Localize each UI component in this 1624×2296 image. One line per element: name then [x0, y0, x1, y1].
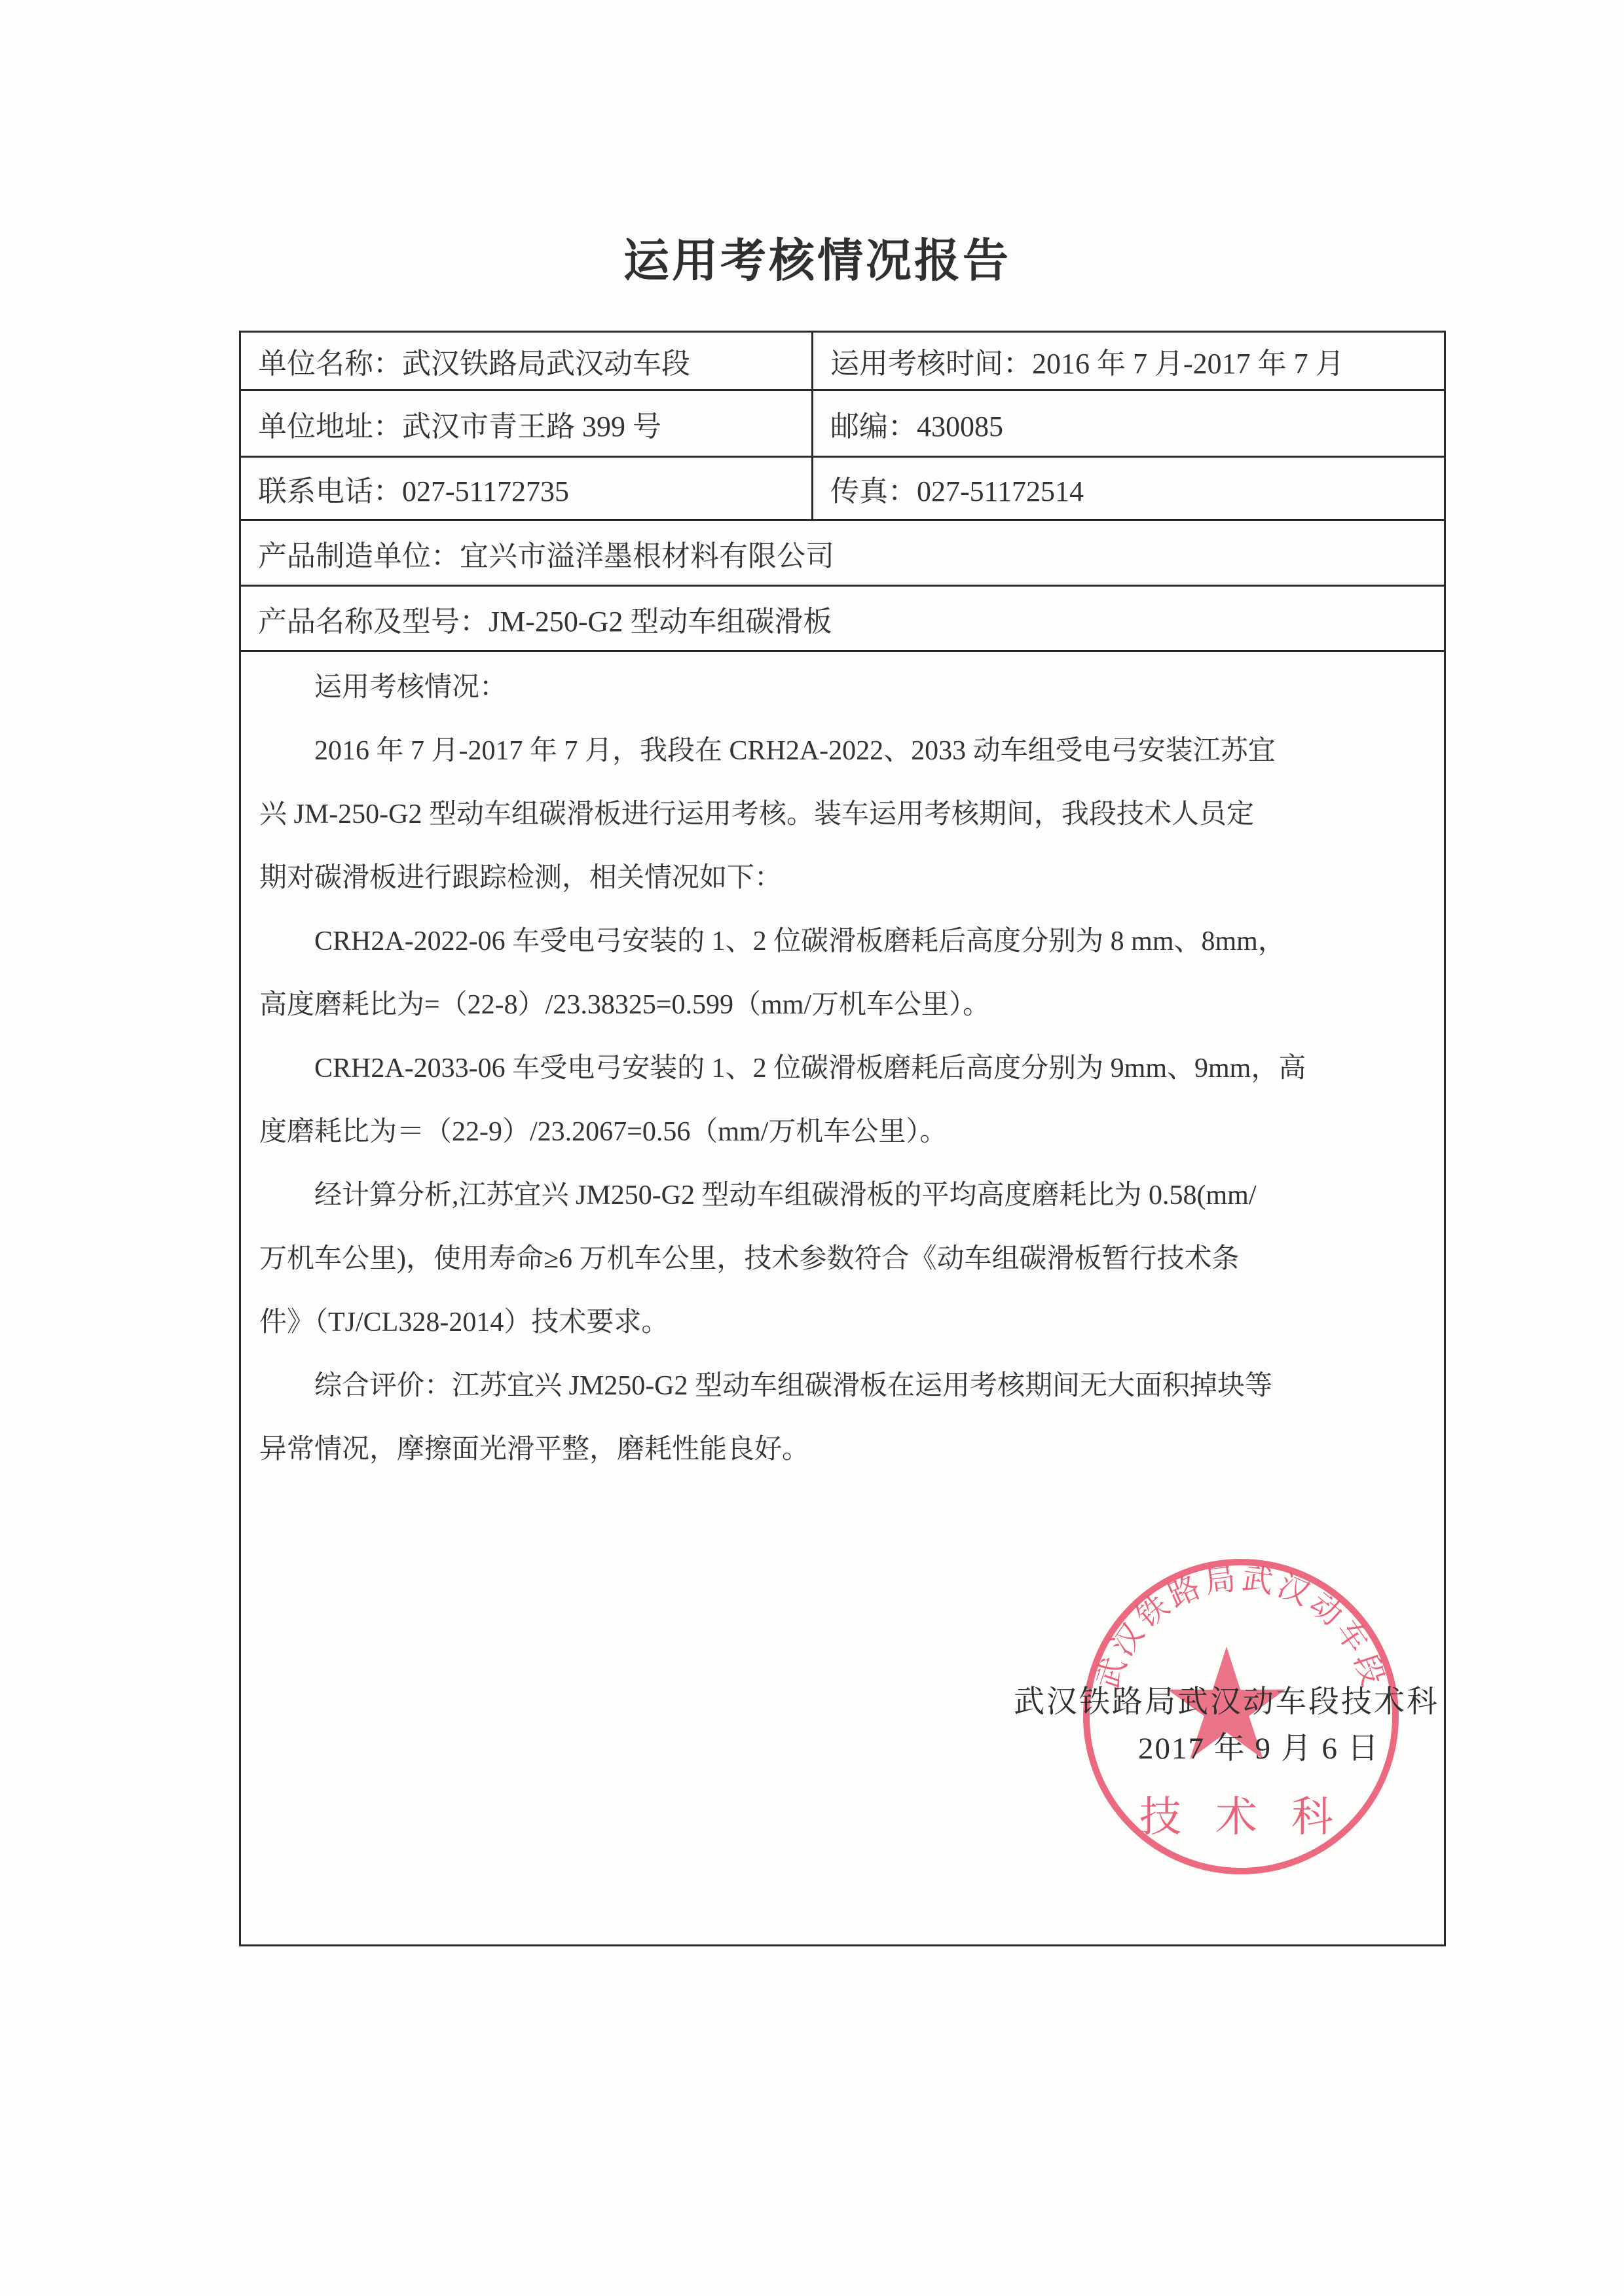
- table-row: [241, 391, 1444, 458]
- body-line: 万机车公里)，使用寿命≥6 万机车公里，技术参数符合《动车组碳滑板暂行技术条: [259, 1244, 1240, 1274]
- table-row: [241, 333, 1444, 391]
- body-line: 期对碳滑板进行跟踪检测，相关情况如下：: [259, 863, 783, 893]
- seal-bottom-text: 技 术 科: [1139, 1794, 1345, 1840]
- body-line: CRH2A-2022-06 车受电弓安装的 1、2 位碳滑板磨耗后高度分别为 8 mm、8mm，: [314, 926, 1285, 957]
- table-row: [241, 521, 1444, 587]
- table-row: [241, 458, 1444, 521]
- table-cell-product-model: 产品名称及型号：JM-250-G2 型动车组碳滑板: [258, 605, 832, 638]
- body-line: 经计算分析,江苏宜兴 JM250-G2 型动车组碳滑板的平均高度磨耗比为 0.58(mm/: [314, 1180, 1257, 1211]
- body-line: 异常情况，摩擦面光滑平整，磨耗性能良好。: [259, 1434, 810, 1465]
- seal-arc-text: 武汉铁路局武汉动车段: [1090, 1561, 1392, 1694]
- table-cell-manufacturer: 产品制造单位：宜兴市溢洋墨根材料有限公司: [258, 539, 834, 572]
- body-line: CRH2A-2033-06 车受电弓安装的 1、2 位碳滑板磨耗后高度分别为 9mm、9mm，高: [314, 1053, 1306, 1084]
- body-line: 运用考核情况：: [314, 672, 507, 702]
- body-line: 度磨耗比为＝（22-9）/23.2067=0.56（mm/万机车公里）。: [259, 1117, 948, 1147]
- body-line: 综合评价：江苏宜兴 JM250-G2 型动车组碳滑板在运用考核期间无大面积掉块等: [314, 1371, 1273, 1401]
- body-line: 件》（TJ/CL328-2014）技术要求。: [259, 1307, 669, 1338]
- table-cell-phone: 联系电话：027-51172735: [241, 458, 813, 519]
- signature-org: 武汉铁路局武汉动车段技术科: [1014, 1685, 1439, 1719]
- table-row: [241, 587, 1444, 652]
- body-line: 兴 JM-250-G2 型动车组碳滑板进行运用考核。装车运用考核期间，我段技术人员定: [259, 799, 1254, 829]
- table-cell-assess-time: 运用考核时间：2016 年 7 月-2017 年 7 月: [830, 348, 1344, 380]
- table-cell-fax: 传真：027-51172514: [830, 475, 1084, 507]
- table-cell-postcode: 邮编：430085: [830, 410, 1003, 443]
- signature-date: 2017 年 9 月 6 日: [1138, 1732, 1380, 1766]
- page-title: 运用考核情况报告: [623, 234, 1011, 287]
- body-line: 2016 年 7 月-2017 年 7 月，我段在 CRH2A-2022、2033 动车组受电弓安装江苏宜: [314, 736, 1276, 766]
- table-cell-unit-address: 单位地址：武汉市青王路 399 号: [241, 391, 813, 456]
- table-cell-unit-name: 单位名称：武汉铁路局武汉动车段: [241, 333, 813, 389]
- body-line: 高度磨耗比为=（22-8）/23.38325=0.599（mm/万机车公里）。: [259, 990, 991, 1020]
